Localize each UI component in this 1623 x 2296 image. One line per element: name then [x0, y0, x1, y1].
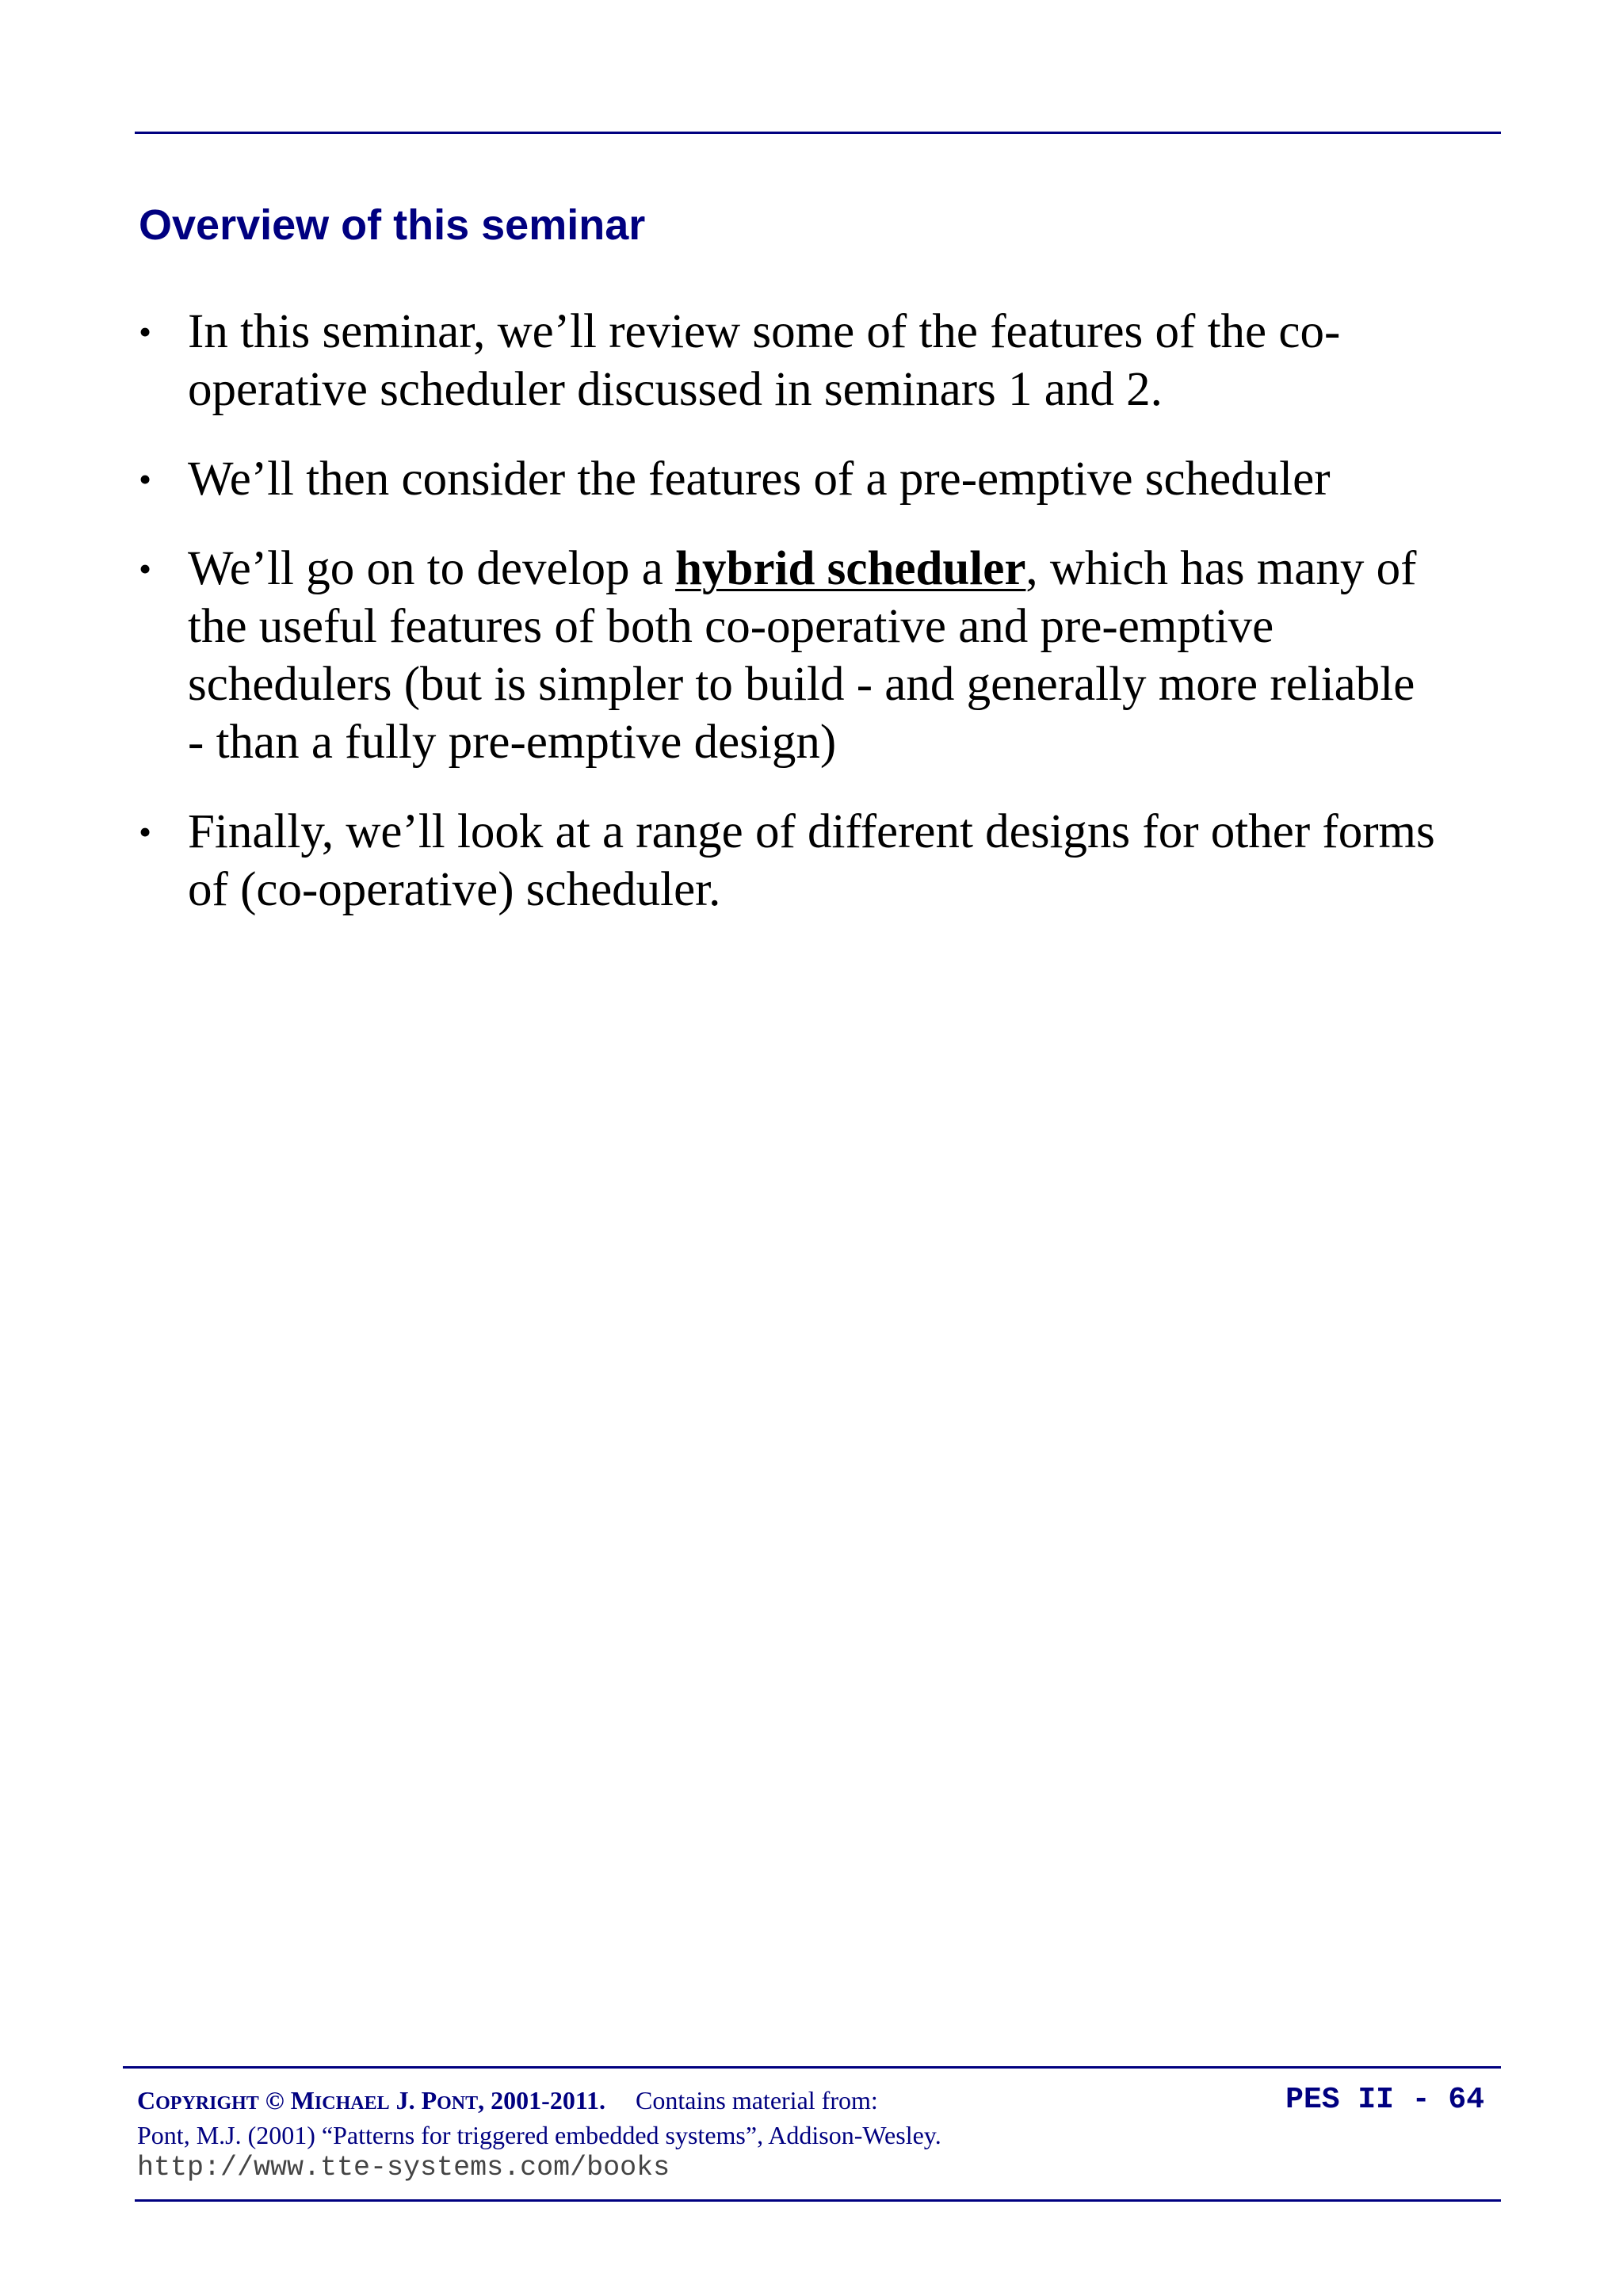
- bullet-icon: •: [139, 311, 152, 352]
- copyright-text: , 2001-2011.: [478, 2086, 606, 2115]
- bullet-text: In this seminar, we’ll review some of the features of the co-operative scheduler discussed in seminars 1 and 2.: [188, 305, 1341, 416]
- bullet-text: Finally, we’ll look at a range of different designs for other forms of (co-operative) scheduler.: [188, 805, 1435, 916]
- copyright-text: ICHAEL: [314, 2093, 390, 2114]
- bullet-list: [139, 303, 1438, 950]
- bullet-icon: •: [139, 459, 152, 499]
- bullet-icon: •: [139, 548, 152, 589]
- copyright-text: M: [290, 2086, 315, 2115]
- page-number: PES II - 64: [1285, 2083, 1484, 2117]
- bullet-item: [139, 303, 1438, 418]
- bullet-text: We’ll go on to develop a: [188, 542, 676, 595]
- footer: [137, 2084, 1484, 2184]
- copyright-text: C: [137, 2086, 156, 2115]
- footer-top-divider: [123, 2066, 1501, 2069]
- footer-contains-text: Contains material from:: [636, 2086, 878, 2115]
- copyright-text: P: [421, 2086, 437, 2115]
- bullet-text: We’ll then consider the features of a pre-emptive scheduler: [188, 453, 1331, 506]
- bullet-emphasis: hybrid scheduler: [675, 542, 1026, 595]
- bullet-icon: •: [139, 812, 152, 852]
- footer-bottom-divider: [135, 2199, 1501, 2202]
- copyright-text: J.: [389, 2086, 422, 2115]
- footer-copyright-line: [137, 2084, 1484, 2119]
- bullet-item: [139, 450, 1438, 508]
- footer-url: http://www.tte-systems.com/books: [137, 2152, 670, 2183]
- footer-reference: Pont, M.J. (2001) “Patterns for triggered embedded systems”, Addison-Wesley.: [137, 2121, 941, 2149]
- bullet-text-continued: , which has many of the useful features of both co-operative and pre-emptive schedulers (but is simpler to build - and generally more reliable - than a fully pre-emptive design): [188, 542, 1417, 769]
- copyright-text: OPYRIGHT: [155, 2093, 259, 2114]
- top-divider: [135, 132, 1501, 134]
- bullet-item: [139, 540, 1438, 771]
- page-title: Overview of this seminar: [139, 201, 646, 249]
- copyright-text: ©: [258, 2086, 291, 2115]
- copyright-text: ONT: [437, 2093, 479, 2114]
- bullet-item: [139, 803, 1438, 919]
